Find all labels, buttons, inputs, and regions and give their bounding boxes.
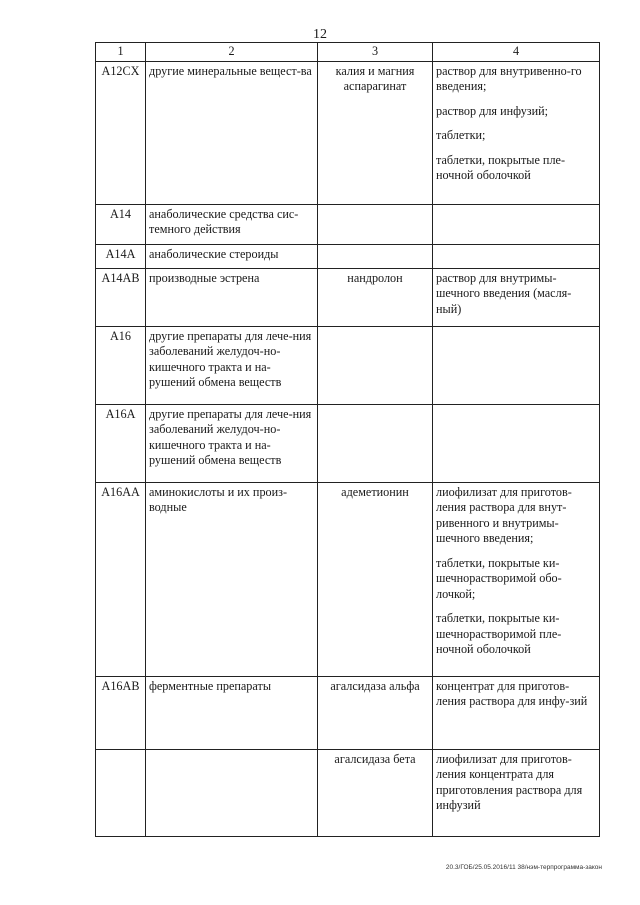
table-row [96, 326, 600, 404]
atc-code-cell: A16 [96, 326, 146, 404]
atc-code-cell [96, 749, 146, 836]
table-row [96, 404, 600, 482]
drug-name-cell: нандролон [318, 268, 433, 326]
atc-code-cell: A14A [96, 244, 146, 268]
drug-name-cell: агалсидаза альфа [318, 676, 433, 749]
dosage-form-item: таблетки, покрытые ки-шечнорастворимой обо-лочкой; [436, 555, 562, 601]
table-row [96, 749, 600, 836]
dosage-form-item: таблетки; [436, 128, 486, 142]
atc-code-cell: A16AA [96, 482, 146, 676]
drug-name-cell [318, 244, 433, 268]
table-row [96, 244, 600, 268]
dosage-forms-cell [433, 676, 600, 749]
table-row [96, 204, 600, 244]
dosage-forms-cell [433, 749, 600, 836]
dosage-forms-cell [433, 482, 600, 676]
dosage-forms-cell [433, 326, 600, 404]
group-name-cell [146, 749, 318, 836]
dosage-form-item: лиофилизат для приготов-ления концентрата для приготовления раствора для инфузий [436, 751, 583, 812]
atc-code-cell: A14 [96, 204, 146, 244]
dosage-form-item: раствор для внутривенно-го введения; [436, 63, 582, 93]
drug-name-cell: калия и магния аспарагинат [318, 61, 433, 204]
group-name-cell: аминокислоты и их произ-водные [146, 482, 318, 676]
dosage-form-item: таблетки, покрытые пле-ночной оболочкой [436, 152, 565, 182]
drug-name-cell [318, 326, 433, 404]
table-body [96, 61, 600, 836]
drug-name-cell [318, 204, 433, 244]
atc-code-cell: A12CX [96, 61, 146, 204]
dosage-forms-cell [433, 268, 600, 326]
footer-code: 20.3/ГОБ/25.05.2016/11 38/нэм-терпрограмма-закон [445, 864, 602, 871]
page-number: 12 [313, 27, 327, 42]
group-name-cell: производные эстрена [146, 268, 318, 326]
dosage-form-item: таблетки, покрытые ки-шечнорастворимой пле-ночной оболочкой [436, 611, 562, 656]
atc-code-cell: A16AB [96, 676, 146, 749]
group-name-cell: другие минеральные вещест-ва [146, 61, 318, 204]
group-name-cell: анаболические средства сис-темного действия [146, 204, 318, 244]
atc-code-cell: A16A [96, 404, 146, 482]
group-name-cell: ферментные препараты [146, 676, 318, 749]
dosage-form-item: раствор для внутримы-шечного введения (масля-ный) [436, 270, 572, 316]
drug-name-cell: адеметионин [318, 482, 433, 676]
header-col-1: 1 [96, 43, 146, 62]
atc-code-cell: A14AB [96, 268, 146, 326]
dosage-form-item: концентрат для приготов-ления раствора для инфу-зий [436, 678, 588, 708]
dosage-form-item: раствор для инфузий; [436, 103, 549, 118]
dosage-form-item: лиофилизат для приготов-ления раствора для внут-ривенного и внутримы-шечного введения; [436, 484, 572, 545]
drug-table [95, 42, 600, 837]
header-col-3: 3 [318, 43, 433, 62]
header-col-2: 2 [146, 43, 318, 62]
table-row [96, 268, 600, 326]
table-row [96, 676, 600, 749]
table-row [96, 61, 600, 204]
header-row [96, 43, 600, 62]
drug-name-cell [318, 404, 433, 482]
table-row [96, 482, 600, 676]
header-col-4: 4 [433, 43, 600, 62]
dosage-forms-cell [433, 61, 600, 204]
group-name-cell: анаболические стероиды [146, 244, 318, 268]
group-name-cell: другие препараты для лече-ния заболеваний желудоч-но-кишечного тракта и на-рушений обмена веществ [146, 404, 318, 482]
dosage-forms-cell [433, 244, 600, 268]
group-name-cell: другие препараты для лече-ния заболеваний желудоч-но-кишечного тракта и на-рушений обмена веществ [146, 326, 318, 404]
dosage-forms-cell [433, 204, 600, 244]
drug-name-cell: агалсидаза бета [318, 749, 433, 836]
dosage-forms-cell [433, 404, 600, 482]
